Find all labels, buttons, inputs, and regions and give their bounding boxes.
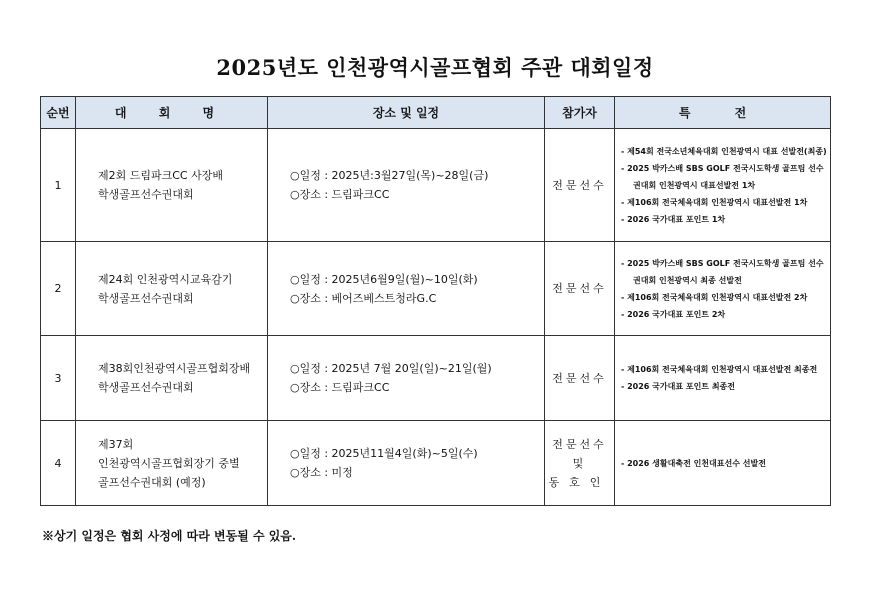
feature-item: - 2026 국가대표 포인트 1차 bbox=[621, 214, 726, 224]
event-name-line: 학생골프선수권대회 bbox=[98, 381, 194, 394]
header-features: 특 전 bbox=[615, 97, 831, 129]
features bbox=[615, 421, 831, 506]
event-name-line: 골프선수권대회 (예정) bbox=[98, 475, 206, 489]
event-name bbox=[76, 129, 268, 242]
feature-item: - 제106회 전국체육대회 인천광역시 대표선발전 2차 bbox=[621, 292, 808, 302]
header-participants: 참가자 bbox=[545, 97, 615, 129]
feature-item: - 2026 국가대표 포인트 2차 bbox=[621, 309, 726, 319]
event-name-line: 제24회 인천광역시교육감기 bbox=[98, 272, 233, 286]
features bbox=[615, 336, 831, 421]
participants bbox=[545, 336, 615, 421]
participants-line: 전문선수 bbox=[552, 437, 607, 451]
header-place: 장소 및 일정 bbox=[268, 97, 545, 129]
feature-item: - 2025 박카스배 SBS GOLF 전국시도학생 골프팀 선수권대회 인천광역시 최종 선발전 bbox=[621, 258, 824, 285]
header-no: 순번 bbox=[41, 97, 76, 129]
feature-item: - 2026 생활대축전 인천대표선수 선발전 bbox=[621, 458, 766, 468]
event-venue: ○장소 : 미정 bbox=[290, 466, 353, 479]
feature-item: - 제106회 전국체육대회 인천광역시 대표선발전 최종전 bbox=[621, 365, 818, 374]
feature-item: - 2025 박카스배 SBS GOLF 전국시도학생 골프팀 선수권대회 인천광역시 대표선발전 1차 bbox=[621, 163, 824, 190]
header-name: 대 회 명 bbox=[76, 97, 268, 129]
schedule-table bbox=[40, 96, 831, 506]
row-number: 4 bbox=[41, 421, 76, 506]
event-name-line: 제37회 bbox=[98, 437, 134, 451]
feature-item: - 제54회 전국소년체육대회 인천광역시 대표 선발전(최종) bbox=[621, 146, 827, 156]
feature-item: - 제106회 전국체육대회 인천광역시 대표선발전 1차 bbox=[621, 197, 808, 207]
participants bbox=[545, 421, 615, 506]
event-name-line: 제38회인천광역시골프협회장배 bbox=[98, 362, 251, 375]
event-schedule: ○일정 : 2025년 7월 20일(일)~21일(월) bbox=[290, 362, 492, 375]
footnote: ※상기 일정은 협회 사정에 따라 변동될 수 있음. bbox=[42, 529, 297, 543]
page-title: 2025년도 인천광역시골프협회 주관 대회일정 bbox=[216, 55, 654, 80]
features bbox=[615, 242, 831, 336]
event-name-line: 학생골프선수권대회 bbox=[98, 188, 194, 201]
event-name-line: 인천광역시골프협회장기 중별 bbox=[98, 456, 240, 470]
row-number: 2 bbox=[41, 242, 76, 336]
participants-line: 전문선수 bbox=[552, 282, 607, 295]
event-venue: ○장소 : 드림파크CC bbox=[290, 381, 390, 394]
event-place bbox=[268, 129, 545, 242]
event-schedule: ○일정 : 2025년6월9일(월)~10일(화) bbox=[290, 272, 478, 286]
event-name bbox=[76, 336, 268, 421]
participants-line: 전문선수 bbox=[552, 371, 607, 385]
event-place bbox=[268, 421, 545, 506]
event-schedule: ○일정 : 2025년11월4일(화)~5일(수) bbox=[290, 447, 478, 460]
participants-line: 전문선수 bbox=[552, 178, 607, 192]
event-name-line: 제2회 드림파크CC 사장배 bbox=[98, 169, 223, 182]
event-schedule: ○일정 : 2025년:3월27일(목)~28일(금) bbox=[290, 169, 489, 182]
features bbox=[615, 129, 831, 242]
table-row bbox=[41, 421, 831, 506]
event-venue: ○장소 : 드림파크CC bbox=[290, 188, 390, 201]
row-number: 1 bbox=[41, 129, 76, 242]
event-name bbox=[76, 421, 268, 506]
participants-line: 및 bbox=[572, 456, 587, 470]
event-place bbox=[268, 242, 545, 336]
event-venue: ○장소 : 베어즈베스트청라G.C bbox=[290, 291, 437, 305]
table-row bbox=[41, 129, 831, 242]
table-row bbox=[41, 242, 831, 336]
feature-item: - 2026 국가대표 포인트 최종전 bbox=[621, 382, 736, 391]
event-place bbox=[268, 336, 545, 421]
participants bbox=[545, 129, 615, 242]
event-name bbox=[76, 242, 268, 336]
participants-line: 동호인 bbox=[548, 475, 611, 489]
participants bbox=[545, 242, 615, 336]
row-number: 3 bbox=[41, 336, 76, 421]
table-row bbox=[41, 336, 831, 421]
table-header-row bbox=[41, 97, 831, 129]
event-name-line: 학생골프선수권대회 bbox=[98, 291, 194, 305]
